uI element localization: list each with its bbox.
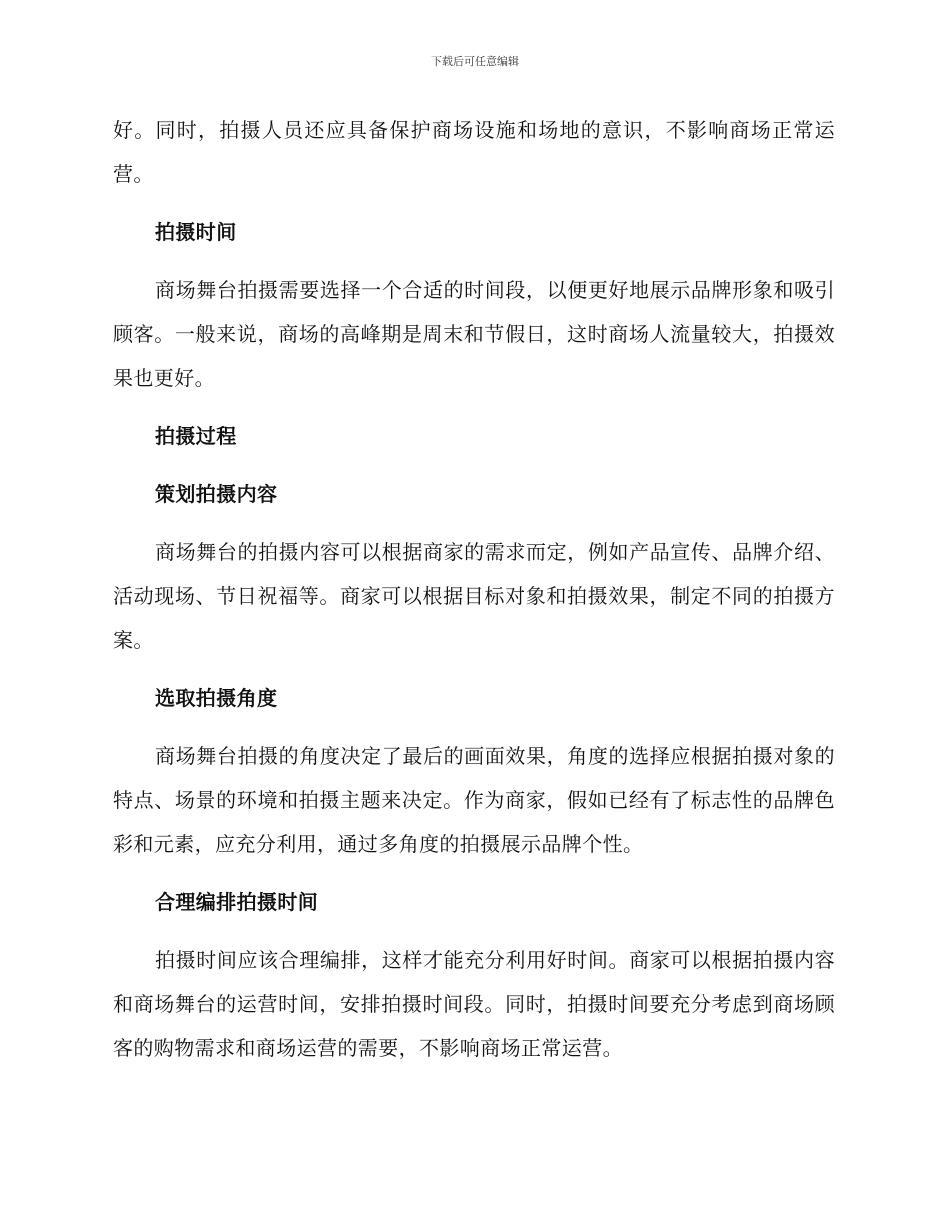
heading-choose-angle: 选取拍摄角度 [155,686,278,710]
paragraph-continuation: 好。同时，拍摄人员还应具备保护商场设施和场地的意识，不影响商场正常运营。 [113,118,835,186]
paragraph-schedule-time: 拍摄时间应该合理编排，这样才能充分利用好时间。商家可以根据拍摄内容和商场舞台的运营时间，安排拍摄时间段。同时，拍摄时间要充分考虑到商场顾客的购物需求和商场运营的需要，不影响商场正常运营。 [113,948,835,1060]
heading-shooting-time: 拍摄时间 [155,220,237,244]
paragraph-plan-content: 商场舞台的拍摄内容可以根据商家的需求而定，例如产品宣传、品牌介绍、活动现场、节日祝福等。商家可以根据目标对象和拍摄效果，制定不同的拍摄方案。 [113,540,835,652]
page-header: 下载后可任意编辑 [431,55,519,68]
heading-shooting-process: 拍摄过程 [155,424,237,448]
heading-schedule-time: 合理编排拍摄时间 [155,890,319,914]
document-body [113,108,835,1084]
paragraph-choose-angle: 商场舞台拍摄的角度决定了最后的画面效果，角度的选择应根据拍摄对象的特点、场景的环境和拍摄主题来决定。作为商家，假如已经有了标志性的品牌色彩和元素，应充分利用，通过多角度的拍摄展示品牌个性。 [113,744,835,856]
paragraph-shooting-time: 商场舞台拍摄需要选择一个合适的时间段，以便更好地展示品牌形象和吸引顾客。一般来说，商场的高峰期是周末和节假日，这时商场人流量较大，拍摄效果也更好。 [113,278,835,390]
heading-plan-content: 策划拍摄内容 [155,482,278,506]
